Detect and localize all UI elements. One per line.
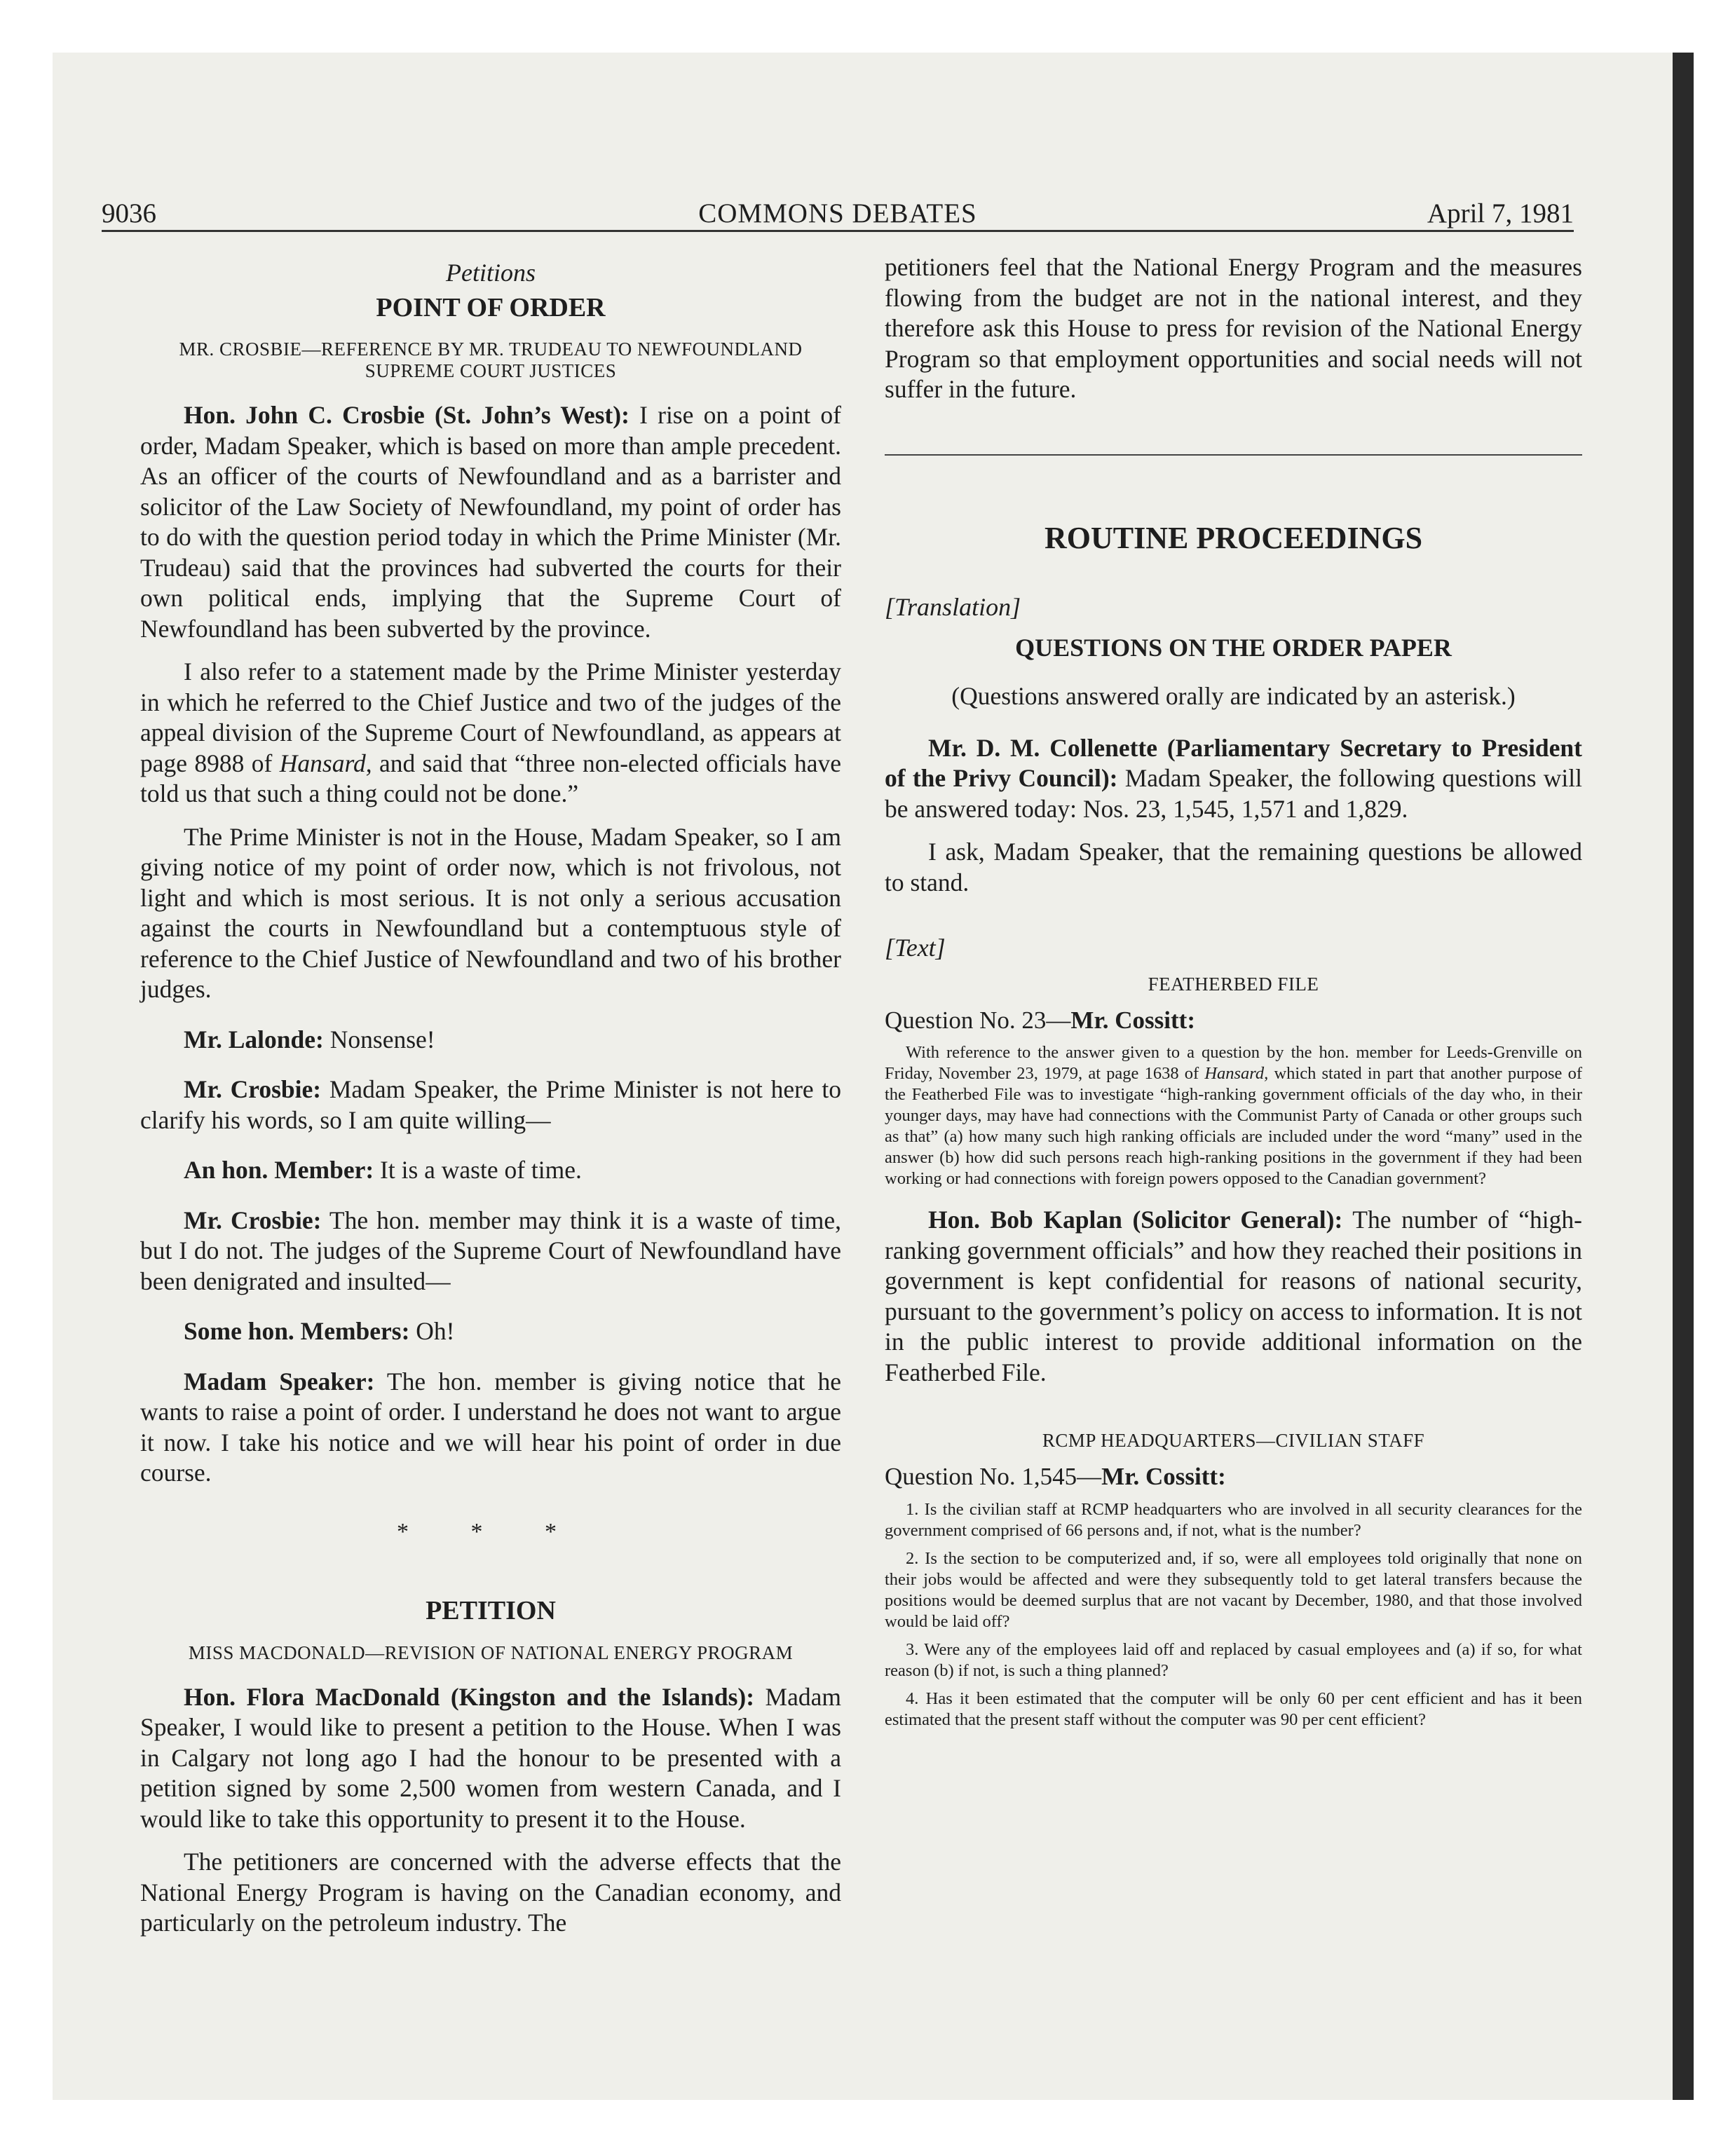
question-item: 4. Has it been estimated that the computer will be only 60 per cent efficient and has it been estimated that the present staff without the computer was 90 per cent efficient? [885,1688,1582,1729]
section-divider [885,454,1582,456]
page-number: 9036 [102,198,156,228]
question-item: 1. Is the civilian staff at RCMP headquarters who are involved in all security clearances for the government comprised of 66 persons and, if not, what is the number? [885,1499,1582,1540]
speech-crosbie-3: The Prime Minister is not in the House, Madam Speaker, so I am giving notice of my point of order now, which is not frivolous, not light and which is most serious. It is not only a serious accusation against the courts in Newfoundland but a contemptuous style of reference to the Chief Justice of Newfoundland and two of his brother judges. [140,822,841,1003]
speech-text: Nonsense! [323,1025,435,1053]
text-label: [Text] [885,934,946,962]
speech-text: It is a waste of time. [374,1156,582,1184]
speech-text: The number of “high-ranking government officials” and how they reached their positions in government is kept confidential for reasons of national security, pursuant to the government’s policy on access to information. It is not in the public interest to provide additional information on the Featherbed File. [885,1206,1582,1386]
speech-crosbie-2 [140,657,841,810]
question-23-header [885,1005,1582,1036]
speech-lalonde [140,1025,841,1056]
speaker-name: Hon. John C. Crosbie (St. John’s West): [184,401,630,429]
petition-subheading: MISS MACDONALD—REVISION OF NATIONAL ENERGY PROGRAM [188,1642,794,1663]
speech-crosbie-1 [140,400,841,644]
question-asker: Mr. Cossitt: [1070,1006,1195,1034]
question-number: Question No. 23— [885,1006,1071,1034]
question-item: 3. Were any of the employees laid off and replaced by casual employees and (a) if so, for what reason (b) if not, is such a thing planned? [885,1639,1582,1680]
speech-collenette-2: I ask, Madam Speaker, that the remaining questions be allowed to stand. [885,838,1582,896]
publication-title: COMMONS DEBATES [698,198,977,228]
speech-text: The hon. member is giving notice that he wants to raise a point of order. I understand he does not want to argue it now. I take his notice and we will hear his point of order in due course. [140,1367,841,1487]
section-separator: * * * [397,1518,585,1545]
question-text-part: which stated in part that another purpose of the Featherbed File was to investigate “high-ranking government officials of the day who, in their younger days, may have had connections with the Communist Party of Canada or other groups such as that” (a) how many such high ranking officials are included under the word “many” used in the answer (b) how did such persons reach high-ranking positions in the government if they had been working or had connections with foreign powers opposed to the Canadian government? [885,1064,1582,1188]
question-title-featherbed: FEATHERBED FILE [1148,973,1319,995]
hansard-ref: Hansard, [1204,1064,1269,1083]
answer-kaplan [885,1205,1582,1388]
speech-collenette [885,733,1582,825]
question-text-part: With reference to the answer given to a question by the hon. member for Leeds-Grenville on Friday, November 23, 1979, at page 1638 of [885,1043,1582,1083]
speech-text: Madam Speaker, the following questions will be answered today: Nos. 23, 1,545, 1,571 and 1,829. [885,764,1582,823]
speech-macdonald-2: The petitioners are concerned with the adverse effects that the National Energy Program is having on the Canadian economy, and particularly on the petroleum industry. The [140,1848,841,1937]
speech-text: Madam Speaker, I would like to present a petition to the House. When I was in Calgary not long ago I had the honour to be presented with a petition signed by some 2,500 women from western Canada, and I would like to take this opportunity to present it to the House. [140,1682,841,1833]
question-text [885,1042,1582,1189]
speech-crosbie-5 [140,1206,841,1297]
running-header [102,189,1574,232]
speaker-name: Hon. Bob Kaplan (Solicitor General): [928,1206,1343,1234]
question-title-rcmp: RCMP HEADQUARTERS—CIVILIAN STAFF [1042,1430,1425,1451]
question-number: Question No. 1,545— [885,1463,1102,1490]
speaker-name: Mr. Lalonde: [184,1025,324,1053]
question-item: 2. Is the section to be computerized and, if so, were all employees told originally that none on their jobs would be affected and were they subsequently told to get lateral transfers because the positions would be deemed surplus that are not vacant by December, 1980, and that those involved would be laid off? [885,1548,1582,1631]
point-of-order-heading: POINT OF ORDER [376,292,606,322]
point-of-order-subheading: MR. CROSBIE—REFERENCE BY MR. TRUDEAU TO NEWFOUNDLAND SUPREME COURT JUSTICES [179,339,803,381]
speaker-name: Mr. D. M. Collenette (Parliamentary Secretary to President of the Privy Council): [885,733,1582,792]
speaker-name: Mr. Crosbie: [184,1206,322,1234]
speaker-name: Some hon. Members: [184,1317,410,1345]
binding-edge [1673,53,1694,2100]
speech-text: and said that “three non-elected officials have told us that such a thing could not be done.” [140,749,842,807]
right-column [885,252,1582,1738]
petition-continuation: petitioners feel that the National Energy Program and the measures flowing from the budget are not in the national interest, and they therefore ask this House to press for revision of the National Energy Program so that employment opportunities and social needs will not suffer in the future. [885,253,1582,403]
translation-label: [Translation] [885,593,1021,621]
speech-text: The hon. member may think it is a waste of time, but I do not. The judges of the Supreme Court of Newfoundland have been denigrated and insulted— [140,1206,841,1295]
question-1545-header [885,1461,1582,1492]
question-asker: Mr. Cossitt: [1101,1463,1226,1490]
left-column [140,252,841,1951]
speech-hon-member [140,1155,841,1186]
question-1545-body [885,1499,1582,1731]
issue-date: April 7, 1981 [1427,198,1574,228]
speech-madam-speaker [140,1367,841,1489]
hansard-ref: Hansard, [279,749,372,777]
routine-proceedings-heading: ROUTINE PROCEEDINGS [1044,520,1423,555]
speech-crosbie-4 [140,1074,841,1135]
speaker-name: An hon. Member: [184,1156,374,1184]
speech-text: Madam Speaker, the Prime Minister is not here to clarify his words, so I am quite willing— [140,1075,841,1134]
speech-text: Oh! [409,1317,455,1345]
speaker-name: Hon. Flora MacDonald (Kingston and the Islands): [184,1682,755,1711]
question-23-body [885,1042,1582,1189]
petition-heading: PETITION [426,1596,556,1625]
speaker-name: Madam Speaker: [184,1367,375,1396]
speech-text: I also refer to a statement made by the Prime Minister yesterday in which he referred to the Chief Justice and two of the judges of the appeal division of the Supreme Court of Newfoundland, as appears at page 8988 of [140,657,841,777]
speech-macdonald-1 [140,1682,841,1835]
speech-text: I rise on a point of order, Madam Speaker, which is based on more than ample precedent. As an officer of the courts of Newfoundland and as a barrister and solicitor of the Law Society of Newfoundland, my point of order has to do with the question period today in which the Prime Minister (Mr. Trudeau) said that the provinces had subverted the courts for their own political ends, implying that the Supreme Court of Newfoundland has been subverted by the province. [140,401,841,643]
speaker-name: Mr. Crosbie: [184,1075,322,1103]
questions-heading: QUESTIONS ON THE ORDER PAPER [1015,633,1452,662]
section-label: Petitions [446,259,536,287]
asterisk-note: (Questions answered orally are indicated by an asterisk.) [951,682,1516,710]
speech-hon-members [140,1316,841,1347]
